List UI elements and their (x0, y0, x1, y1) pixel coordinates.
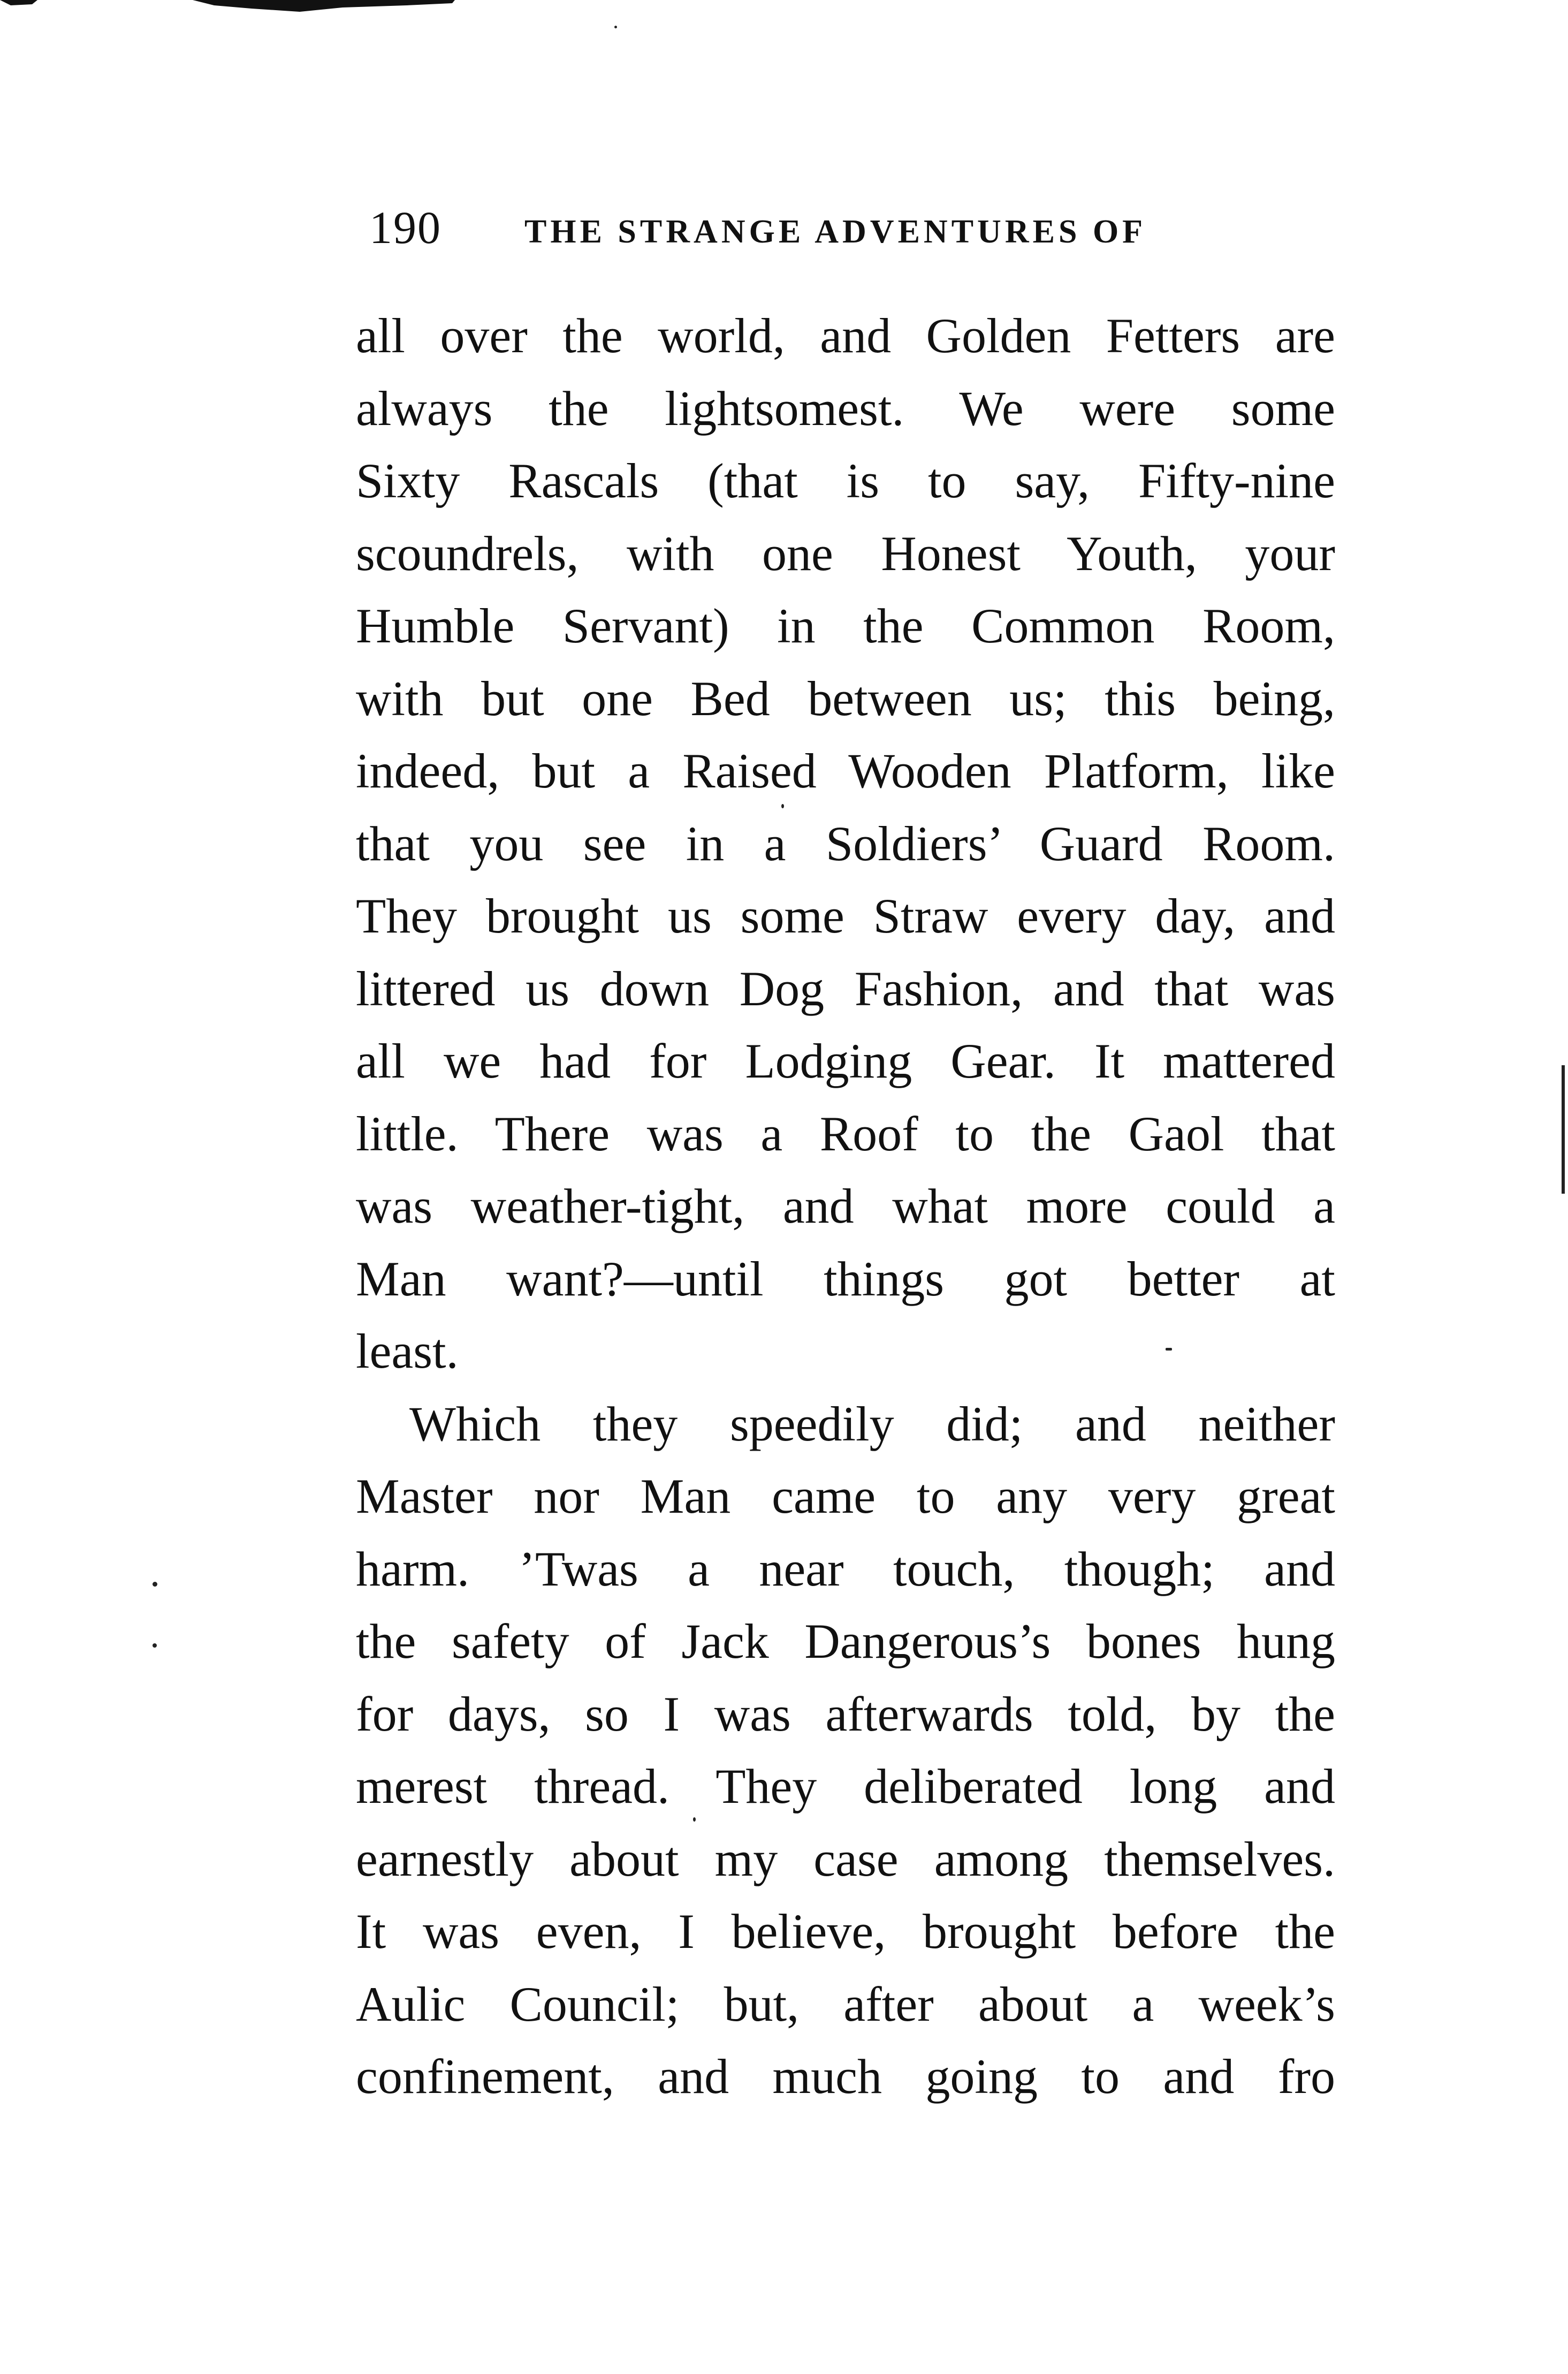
text-line: earnestly about my case among themselves. (356, 1831, 1335, 1886)
text-line: for days, so I was afterwards told, by the (356, 1686, 1335, 1741)
text-line: the safety of Jack Dangerous’s bones hung (356, 1614, 1335, 1668)
text-line: littered us down Dog Fashion, and that was (356, 961, 1335, 1016)
text-line: with but one Bed between us; this being, (356, 671, 1335, 726)
speck (153, 1643, 157, 1648)
text-line: Which they speedily did; and neither (409, 1396, 1335, 1451)
text-line: Master nor Man came to any very great (356, 1469, 1335, 1523)
speck (614, 26, 617, 28)
text-line: scoundrels, with one Honest Youth, your (356, 526, 1335, 581)
text-line: Man want?—until things got better at (356, 1251, 1335, 1306)
text-line: that you see in a Soldiers’ Guard Room. (356, 816, 1335, 871)
running-head: THE STRANGE ADVENTURES OF (524, 214, 1147, 250)
body-text (356, 300, 1335, 2113)
page-header (369, 198, 1365, 257)
margin-rule (1562, 1065, 1565, 1194)
paragraph (356, 300, 1335, 1388)
ink-smudge (0, 0, 460, 21)
text-line: Humble Servant) in the Common Room, (356, 598, 1335, 653)
text-line: Aulic Council; but, after about a week’s (356, 1976, 1335, 2031)
text-line: little. There was a Roof to the Gaol that (356, 1106, 1335, 1161)
text-line: all over the world, and Golden Fetters are (356, 308, 1335, 363)
speck (153, 1582, 157, 1587)
text-line: indeed, but a Raised Wooden Platform, like (356, 744, 1335, 798)
page-number: 190 (369, 202, 442, 253)
text-line: least. (356, 1324, 459, 1378)
paragraph (356, 1388, 1335, 2113)
text-line: always the lightsomest. We were some (356, 381, 1335, 436)
text-line: They brought us some Straw every day, and (356, 889, 1335, 943)
text-line: It was even, I believe, brought before the (356, 1904, 1335, 1959)
text-line: all we had for Lodging Gear. It mattered (356, 1034, 1335, 1088)
text-line: was weather-tight, and what more could a (356, 1179, 1335, 1233)
text-line: merest thread. They deliberated long and (356, 1759, 1335, 1814)
text-line: harm. ’Twas a near touch, though; and (356, 1541, 1335, 1596)
text-line: confinement, and much going to and fro (356, 2049, 1335, 2104)
text-line: Sixty Rascals (that is to say, Fifty-nine (356, 453, 1335, 508)
